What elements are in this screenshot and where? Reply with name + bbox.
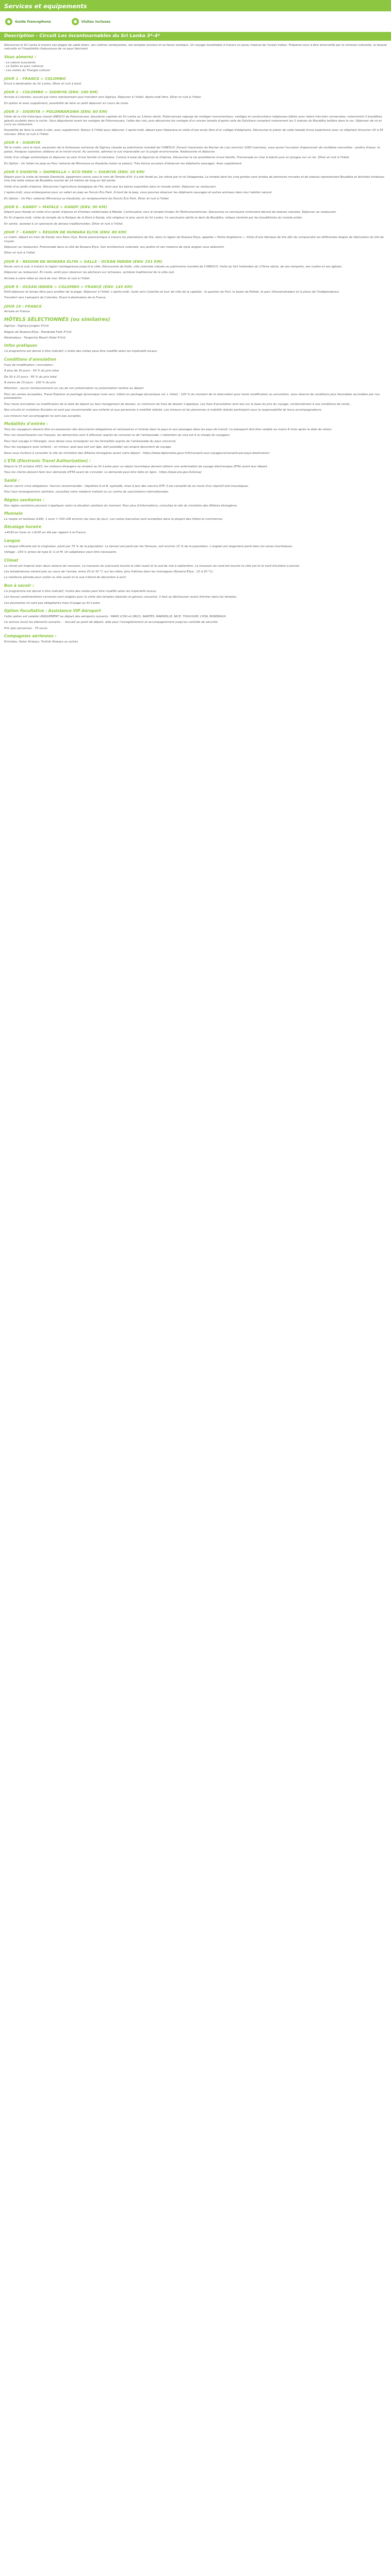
day-title: JOUR 5 SIGIRIYA > DAMBULLA > ECO PARK > SIGIRIYA (ENV. 20 KM)	[4, 169, 145, 174]
day-paragraph: Le matin, départ en train de Kandy vers Nanu Oya. Route panoramique à travers les plantations de thé, dans la région de Nuwara Eliya, appelée « Petite Angleterre ». Visite d'une fabrique de thé afin de comprendre les différentes étapes de fabrication du thé de Ceylan.	[4, 236, 384, 243]
climat-title: Climat	[4, 557, 19, 563]
day-paragraph: En fin d'après-midi, visite du temple de la Relique de la Dent à Kandy, site religieux le plus sacré du Sri Lanka. Ce sanctuaire abrite la dent de Bouddha, relique vénérée par les bouddhistes du monde entier.	[4, 216, 303, 220]
formalites-title: Modalités d'entrée :	[4, 421, 48, 426]
compagnies-title: Compagnies aériennes :	[4, 634, 57, 639]
sante-paragraph: Aucun vaccin n'est obligatoire. Vaccins recommandés : hépatites A et B, typhoïde, mise à jour des vaccins DTP. Il est conseillé de se munir d'un répulsif anti-moustiques.	[4, 484, 249, 488]
day-title: JOUR 8 - REGION DE NUWARA ELIYA > GALLE - OCEAN INDIEN (ENV. 251 KM)	[4, 259, 162, 264]
langue-title: Langue	[4, 538, 20, 543]
infos-title: Infos pratiques	[4, 343, 38, 348]
climat-paragraph: La meilleure période pour visiter la côte ouest et le sud s'étend de décembre à avril.	[4, 576, 127, 580]
conditions-paragraph: De 30 à 15 jours : 85 % du prix total	[4, 375, 57, 379]
day-paragraph: En soirée, assistez à un spectacle de danses traditionnelles. Dîner et nuit à l'hôtel.	[4, 222, 124, 226]
vous-aimerez-title: Vous aimerez :	[4, 54, 37, 59]
decalage-paragraph: +4h30 en hiver et +3h30 en été par rapport à la France.	[4, 531, 87, 535]
hotel-item: Sigiriya : Sigiriya Jungles 4*(nl)	[4, 325, 49, 328]
option-title: Option Facultative : Assistance VIP Aéroport	[4, 608, 101, 614]
climat-paragraph: Les températures varient peu au cours de l'année, entre 25 et 32 °C sur les côtes, plus fraîches dans les montagnes (Nuwara Eliya : 15 à 20 °C).	[4, 570, 214, 573]
climat-paragraph: Le climat est tropical avec deux saisons de mousson. La mousson du sud-ouest touche la côte ouest et le sud de mai à septembre. La mousson du nord-est touche la côte est et le nord d'octobre à janvier.	[4, 564, 300, 568]
day-paragraph: Arrivée à votre hôtel en bord de mer. Dîner et nuit à l'hôtel.	[4, 277, 91, 280]
eta-paragraph: Depuis le 15 octobre 2023, les visiteurs étrangers se rendant au Sri Lanka pour un séjour touristique doivent obtenir une autorisation de voyage électronique (ETA) avant leur départ.	[4, 465, 268, 468]
day-paragraph: Visite d'un jardin d'épices. Découvrez l'agriculture biologique de l'île, ainsi que les épices exportées dans le monde entier. Déjeuner au restaurant.	[4, 185, 217, 189]
list-item: - Le nature luxuriante	[4, 61, 36, 64]
feature-icons	[0, 15, 391, 28]
content	[0, 44, 391, 645]
itinerary	[4, 76, 387, 314]
vous-aimerez-list	[4, 61, 387, 73]
day-paragraph: Visite de la cité historique classé UNESCO de Polonnaruwa, deuxième capitale du Sri Lanka au 11ème siècle. Polonnaruwa regorge de vestiges monumentaux, vestiges et constructions religieuses bâties avec talent très bien conservées, notamment 3 bouddhas géants sculptés dans la roche. Vous dégusterez avant les vestiges de Polonnaruwa, l'allée des rois, puis découvrez les vestiges d'un ancien temple d'après celle de Galvihara comptant notamment les 3 statues du Bouddha taillées dans le roc. Déjeuner de riz et curry au restaurant.	[4, 115, 382, 127]
bon-savoir-title: Bon à savoir :	[4, 583, 34, 588]
option-paragraph: Ce service inclut les éléments suivants : - Accueil au point de départ, aide pour l'enregistrement et accompagnement jusqu'au contrôle de sécurité.	[4, 621, 219, 624]
formalites-paragraph: Tous les voyageurs doivent être en possession des documents obligatoires et nécessaires à l'entrée dans le pays et aux passages dans les pays de transit. Le passeport doit être valable au moins 6 mois après la date de retour.	[4, 428, 332, 431]
day-paragraph: En Option : Un Safari en jeep au Parc national de Minneriya ou Kaudulla (selon la saison). Très bonne occasion d'observer les éléphants sauvages. Avec supplément.	[4, 162, 242, 165]
formalites-paragraph: Pour les voyageurs avec enfants : un mineur, quel que soit son âge, doit posséder son propre document de voyage.	[4, 446, 172, 449]
bon-savoir-paragraph: Les pourboires ne sont pas obligatoires mais d'usage au Sri Lanka.	[4, 601, 101, 605]
feature-guide	[5, 18, 51, 25]
day-paragraph: Possibilité de faire la visite à vélo, avec supplément. Retour à l'hôtel pour déjeuner. L'après-midi, départ pour Habarana et visite d'une école libre d'un collège d'éléphants. Découvrez le plaisir de cette balade d'une expérience avec un éléphant d'environ 30 à 45 minutes. Dîner et nuit à l'hôtel.	[4, 129, 383, 136]
day-title: JOUR 7 - KANDY > REGION DE NUWARA ELIYA (ENV. 80 KM)	[4, 230, 127, 235]
hotel-item: Weekadoya : Tangerine Beach Hotel 4*(nl)	[4, 336, 66, 340]
formalites-paragraph: Pour les ressortissants non français, les démarches sont à effectuer auprès du consulat ou de l'ambassade. L'obtention du visa est à la charge du voyageur.	[4, 434, 231, 437]
day-paragraph: En Option : Un Parc national (Minneriya ou Kaudulla), en remplacement du Hurulu Eco Park. Dîner et nuit à l'hôtel.	[4, 197, 170, 200]
formalites-paragraph: Nous vous invitons à consulter le site du ministère des Affaires étrangères avant votre départ : https://www.diplomatie.gouv.fr/fr/conseils-aux-voyageurs/conseils-par-pays-destination/	[4, 451, 270, 455]
day-paragraph: Transfert vers l'aéroport de Colombo. Envol à destination de la France.	[4, 296, 107, 300]
langue-paragraph: La langue officielle est le cinghalais, parlé par 75 % de la population. Le tamoul est parlé par les Tamouls, soit environ 15 % de la population. L'anglais est largement parlé dans les zones touristiques.	[4, 545, 293, 548]
monnaie-paragraph: La roupie sri-lankaise (LKR). 1 euro = 330 LKR environ (au taux du jour). Les cartes bancaires sont acceptées dans la plupart des hôtels et commerces.	[4, 517, 223, 521]
day-title: JOUR 3 - SIGIRIYA > POLONNARUWA (ENV. 60 KM)	[4, 109, 108, 114]
day-title: JOUR 4 - SIGIRIYA	[4, 140, 41, 145]
sante-title: Santé :	[4, 478, 20, 483]
bon-savoir-paragraph: Ce programme est donné à titre indicatif, l'ordre des visites peut être modifié selon les impératifs locaux.	[4, 589, 157, 593]
day-paragraph: Arrivée à Colombo, accueil par notre représentant puis transfert vers Sigiriya. Déjeuner à l'hôtel. Après-midi libre. Dîner et nuit à l'hôtel.	[4, 96, 202, 99]
regles-paragraph: Des règles sanitaires peuvent s'appliquer selon la situation sanitaire du moment. Pour plus d'informations, consultez le site du ministère des Affaires étrangères.	[4, 504, 238, 507]
list-item: - Les visites du Triangle culturel	[4, 69, 50, 72]
conditions-paragraph: Frais de modification / annulation :	[4, 363, 55, 367]
formalites-paragraph: Pour tout voyage à l'étranger, vous devez vous renseigner sur les formalités auprès de l'ambassade du pays concerné.	[4, 439, 176, 443]
compagnies-paragraph: Emirates, Qatar Airways, Turkish Airways ou autres	[4, 640, 78, 644]
day-paragraph: Tôt le matin, vers le haut, ascension de la forteresse rocheuse de Sigiriya classée au patrimoine mondial de l'UNESCO. Durant l'ascension du Rocher du Lion (environ 1000 marches), vous aurez l'occasion d'apercevoir de multiples merveilles : jardins d'eaux, le palais, fresques rupestres célèbres et le miroir-mural. Au sommet, admirez la vue imprenable sur la jungle environnante. Redescente et déjeuner.	[4, 146, 380, 154]
conditions-paragraph: Pour toute annulation ou modification de la date de départ ou tout changement de dossier, un minimum de frais de dossier s'applique. Les frais d'annulation sont dus sur la base du prix du voyage, conformément à nos conditions de vente.	[4, 402, 351, 406]
day-paragraph: Arrivée en France.	[4, 310, 31, 313]
langue-paragraph: Voltage : 230 V, prises de type D, G et M. Un adaptateur peut être nécessaire.	[4, 551, 117, 554]
conditions-paragraph: Les mineurs non accompagnés ne sont pas acceptés.	[4, 414, 82, 418]
option-paragraph: Cette option est valable UNIQUEMENT au départ des aéroports suivants : PARIS (CDG et ORLY), NANTES, MARSEILLE, NICE, TOULOUSE, LYON, BORDEAUX	[4, 615, 226, 619]
visits-icon	[72, 18, 79, 25]
eta-paragraph: Tous les clients doivent faire leur demande d'ETA avant de s'envoler. La demande peut être faite en ligne : https://www.eta.gov.lk/slvisa/	[4, 471, 202, 474]
sante-paragraph: Pour tout renseignement sanitaire, consultez votre médecin traitant ou un centre de vaccinations internationales.	[4, 490, 169, 494]
infos-paragraph: Ce programme est donné à titre indicatif. L'ordre des visites peut être modifié selon les impératifs locaux.	[4, 350, 158, 353]
hotels-title: HÔTELS SÉLECTIONNÉS (ou similaires)	[4, 317, 110, 323]
conditions-paragraph: Attention : aucun remboursement en cas de non présentation ou présentation tardive au départ.	[4, 387, 144, 391]
day-paragraph: En option et avec supplément, possibilité de faire un petit déjeuner en cours de route.	[4, 101, 129, 105]
day-title: JOUR 9 - OCEAN INDIEN > COLOMBO > FRANCE (ENV. 145 KM)	[4, 284, 133, 289]
option-paragraph: Prix (par personne) : 70 euros	[4, 626, 47, 630]
hotel-item: Région de Nuwara Eliya : Ramboda Falls 3*(nl)	[4, 330, 72, 334]
day-title: JOUR 1 - FRANCE > COLOMBO	[4, 76, 66, 81]
list-item: - Le Safari au parc national	[4, 65, 43, 69]
day-paragraph: Départ pour Kandy et visite d'un jardin d'épices et d'herbes médicinales à Matale. Continuation vers le temple hindou Sri Muthumariamman. Découvrez ce sanctuaire richement décoré de statues colorées. Déjeuner au restaurant.	[4, 210, 337, 214]
conditions-paragraph: Pour les ventes acceptées, Travel Explorer et package dynamique (vols secs, hôtels en package dynamique vol + hôtel) : 100 % du montant de la réservation pour toute modification ou annulation, sous réserve de conditions plus favorables accordées par nos prestataires.	[4, 393, 380, 400]
day-title: JOUR 6 - KANDY > MATALE > KANDY (ENV. 90 KM)	[4, 204, 107, 209]
day-paragraph: Route vers le sud, à travers la région montagneuse jusqu'à la côte. Découverte de Galle, ville coloniale classée au patrimoine mondial de l'UNESCO. Visite du fort hollandais du 17ème siècle, de ses remparts, ses ruelles et ses églises.	[4, 265, 343, 268]
regles-title: Règles sanitaires :	[4, 497, 45, 502]
guide-icon	[5, 18, 12, 25]
info-sections	[4, 317, 387, 644]
conditions-paragraph: À moins de 15 jours : 100 % du prix	[4, 381, 56, 385]
day-paragraph: Déjeuner au restaurant. Promenade dans la ville de Nuwara Eliya. Son architecture coloniale, ses jardins et ses maisons de style anglais vous séduiront.	[4, 245, 225, 249]
day-title: JOUR 10 : FRANCE	[4, 303, 42, 309]
bon-savoir-paragraph: Les tenues vestimentaires correctes sont exigées pour la visite des temples (épaules et genoux couverts). Il faut se déchausser avant d'entrer dans les temples.	[4, 596, 237, 599]
day-paragraph: Départ pour la visite du temple Dambulla, également connu sous le nom de Temple d'Or. Il a été fondé au 1er siècle par le roi Valagamba. Le temple dont les cinq grottes sont ornées de peintures murales et de statues représentant Bouddha et divinités hindoues. Une très belle statue de Bouddha couché de 14 mètres de long en fait partie.	[4, 175, 385, 183]
description-header: Description - Circuit Les incontournables du Sri Lanka 3*-4*	[0, 32, 391, 41]
conditions-paragraph: Nos circuits et croisières fluviales ne sont pas recommandés aux enfants et aux personnes à mobilité réduite. Les mineurs et les personnes à mobilité réduite participent sous la responsabilité de leurs accompagnateurs.	[4, 409, 322, 412]
conditions-paragraph: À plus de 30 jours : 50 % du prix total	[4, 369, 59, 373]
day-paragraph: L'après-midi, vous embarquerez pour un safari en jeep au Hurulu Eco Park. À bord de la jeep, vous pourrez observer les éléphants sauvages et autres animaux dans leur habitat naturel.	[4, 191, 273, 195]
intro-paragraph: Découvrez le Sri Lanka à travers ses plages de sable blanc, ses collines verdoyantes, ses temples anciens et sa faune exotique. Un voyage inoubliable à travers un joyau tropical de l'océan Indien. Préparez-vous à être émerveillé par la richesse culturelle, la beauté naturelle et l'hospitalité chaleureuse de ce pays fascinant.	[4, 44, 387, 51]
day-paragraph: Visite d'un village authentique et déjeuner au sein d'une famille sri-lankaise. Cuisine à base de légumes et d'épices. Découvrez la vie quotidienne d'une famille. Promenade en char à bœufs puis en pirogue sur un lac. Dîner et nuit à l'hôtel.	[4, 156, 350, 160]
day-paragraph: Dîner et nuit à l'hôtel.	[4, 251, 36, 255]
conditions-title: Conditions d'annulation	[4, 357, 56, 362]
day-title: JOUR 2 - COLOMBO > SIGIRIYA (ENV. 180 KM)	[4, 90, 98, 95]
decalage-title: Décalage horaire	[4, 524, 42, 530]
day-paragraph: Envol à destination du Sri Lanka. Dîner et nuit à bord.	[4, 82, 82, 86]
day-paragraph: Petit-déjeuner et temps libre pour profiter de la plage. Déjeuner à l'hôtel. L'après-midi, route vers Colombo et tour de ville de la capitale : le quartier du Fort, le bazar de Pettah, le parc Viharamahadevi et la place de l'Indépendance.	[4, 291, 340, 294]
monnaie-title: Monnaie	[4, 511, 23, 516]
page	[0, 0, 391, 645]
visits-label: Visites incluses	[81, 20, 111, 24]
eta-title: L'ETA (Electronic Travel Authorization) :	[4, 458, 91, 463]
guide-label: Guide francophone	[15, 20, 51, 24]
feature-visits	[72, 18, 111, 25]
services-header: Services et equipements	[0, 0, 391, 11]
day-paragraph: Déjeuner au restaurant. En route, arrêt pour observer les pêcheurs sur échasses, symbole traditionnel de la côte sud.	[4, 271, 175, 275]
